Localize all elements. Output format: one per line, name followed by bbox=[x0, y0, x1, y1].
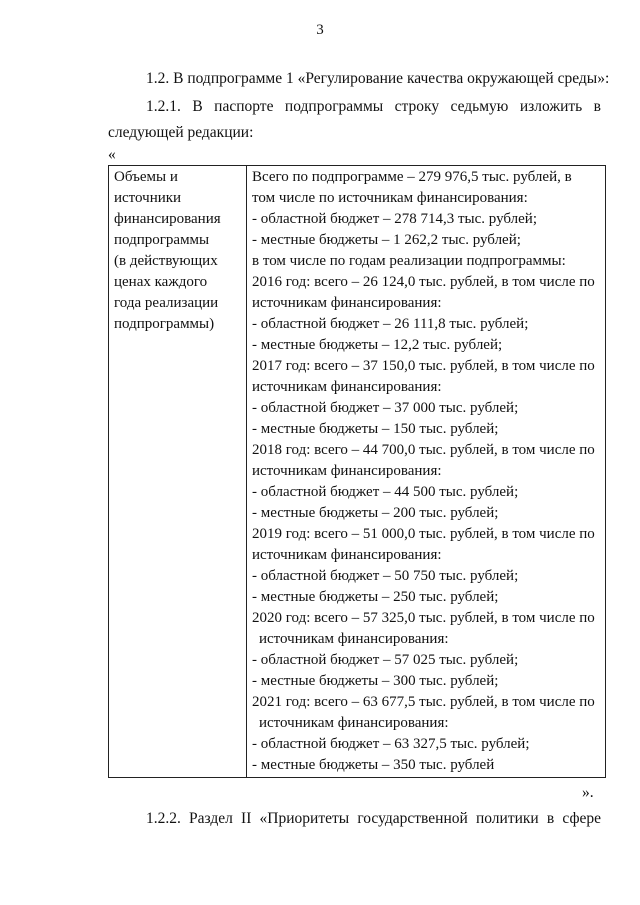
financing-line: источникам финансирования: bbox=[252, 379, 442, 395]
financing-line: источникам финансирования: bbox=[252, 547, 442, 563]
financing-line: источникам финансирования: bbox=[252, 463, 442, 479]
row-title-line: Объемы и bbox=[114, 169, 178, 185]
row-title-line: источники bbox=[114, 190, 182, 206]
opening-quote: « bbox=[108, 146, 116, 163]
section-1-2-1-line2: следующей редакции: bbox=[108, 124, 254, 141]
financing-line: 2021 год: всего – 63 677,5 тыс. рублей, в том числе по bbox=[252, 694, 595, 710]
financing-line: 2016 год: всего – 26 124,0 тыс. рублей, в том числе по bbox=[252, 274, 595, 290]
row-title-cell bbox=[109, 166, 247, 778]
financing-line: источникам финансирования: bbox=[252, 295, 442, 311]
row-title-line: финансирования bbox=[114, 211, 221, 227]
section-1-2-1-line1: 1.2.1. В паспорте подпрограммы строку седьмую изложить в bbox=[146, 98, 601, 115]
financing-line: - областной бюджет – 50 750 тыс. рублей; bbox=[252, 568, 519, 584]
financing-line: 2020 год: всего – 57 325,0 тыс. рублей, в том числе по bbox=[252, 610, 595, 626]
closing-quote: ». bbox=[582, 784, 594, 801]
financing-line: Всего по подпрограмме – 279 976,5 тыс. рублей, в bbox=[252, 169, 572, 185]
financing-line: том числе по источникам финансирования: bbox=[252, 190, 528, 206]
row-title-line: ценах каждого bbox=[114, 274, 208, 290]
financing-line: 2018 год: всего – 44 700,0 тыс. рублей, в том числе по bbox=[252, 442, 595, 458]
financing-line: - областной бюджет – 44 500 тыс. рублей; bbox=[252, 484, 519, 500]
financing-line: 2017 год: всего – 37 150,0 тыс. рублей, в том числе по bbox=[252, 358, 595, 374]
section-1-2-2-line: 1.2.2. Раздел II «Приоритеты государственной политики в сфере bbox=[146, 810, 601, 827]
financing-details-cell bbox=[247, 166, 606, 778]
financing-line: - местные бюджеты – 300 тыс. рублей; bbox=[252, 673, 499, 689]
financing-line: в том числе по годам реализации подпрограммы: bbox=[252, 253, 566, 269]
row-title-line: (в действующих bbox=[114, 253, 218, 269]
financing-line: - местные бюджеты – 12,2 тыс. рублей; bbox=[252, 337, 503, 353]
financing-line: 2019 год: всего – 51 000,0 тыс. рублей, в том числе по bbox=[252, 526, 595, 542]
section-1-2-heading: 1.2. В подпрограмме 1 «Регулирование качества окружающей среды»: bbox=[146, 70, 610, 87]
subprogram-passport-table bbox=[108, 165, 606, 778]
page-number: 3 bbox=[316, 22, 324, 38]
table-row bbox=[109, 166, 606, 778]
row-title-line: подпрограммы bbox=[114, 232, 210, 248]
financing-line: - областной бюджет – 57 025 тыс. рублей; bbox=[252, 652, 519, 668]
financing-line: - областной бюджет – 63 327,5 тыс. рублей; bbox=[252, 736, 530, 752]
row-title-line: года реализации bbox=[114, 295, 219, 311]
financing-line: - местные бюджеты – 250 тыс. рублей; bbox=[252, 589, 499, 605]
financing-line: - областной бюджет – 37 000 тыс. рублей; bbox=[252, 400, 519, 416]
row-title-line: подпрограммы) bbox=[114, 316, 215, 332]
financing-line: источникам финансирования: bbox=[259, 631, 449, 647]
financing-line: - местные бюджеты – 1 262,2 тыс. рублей; bbox=[252, 232, 521, 248]
financing-line: - местные бюджеты – 350 тыс. рублей bbox=[252, 757, 495, 773]
financing-line: - местные бюджеты – 150 тыс. рублей; bbox=[252, 421, 499, 437]
financing-line: - областной бюджет – 26 111,8 тыс. рублей; bbox=[252, 316, 529, 332]
financing-line: - местные бюджеты – 200 тыс. рублей; bbox=[252, 505, 499, 521]
financing-line: - областной бюджет – 278 714,3 тыс. рублей; bbox=[252, 211, 537, 227]
financing-line: источникам финансирования: bbox=[259, 715, 449, 731]
